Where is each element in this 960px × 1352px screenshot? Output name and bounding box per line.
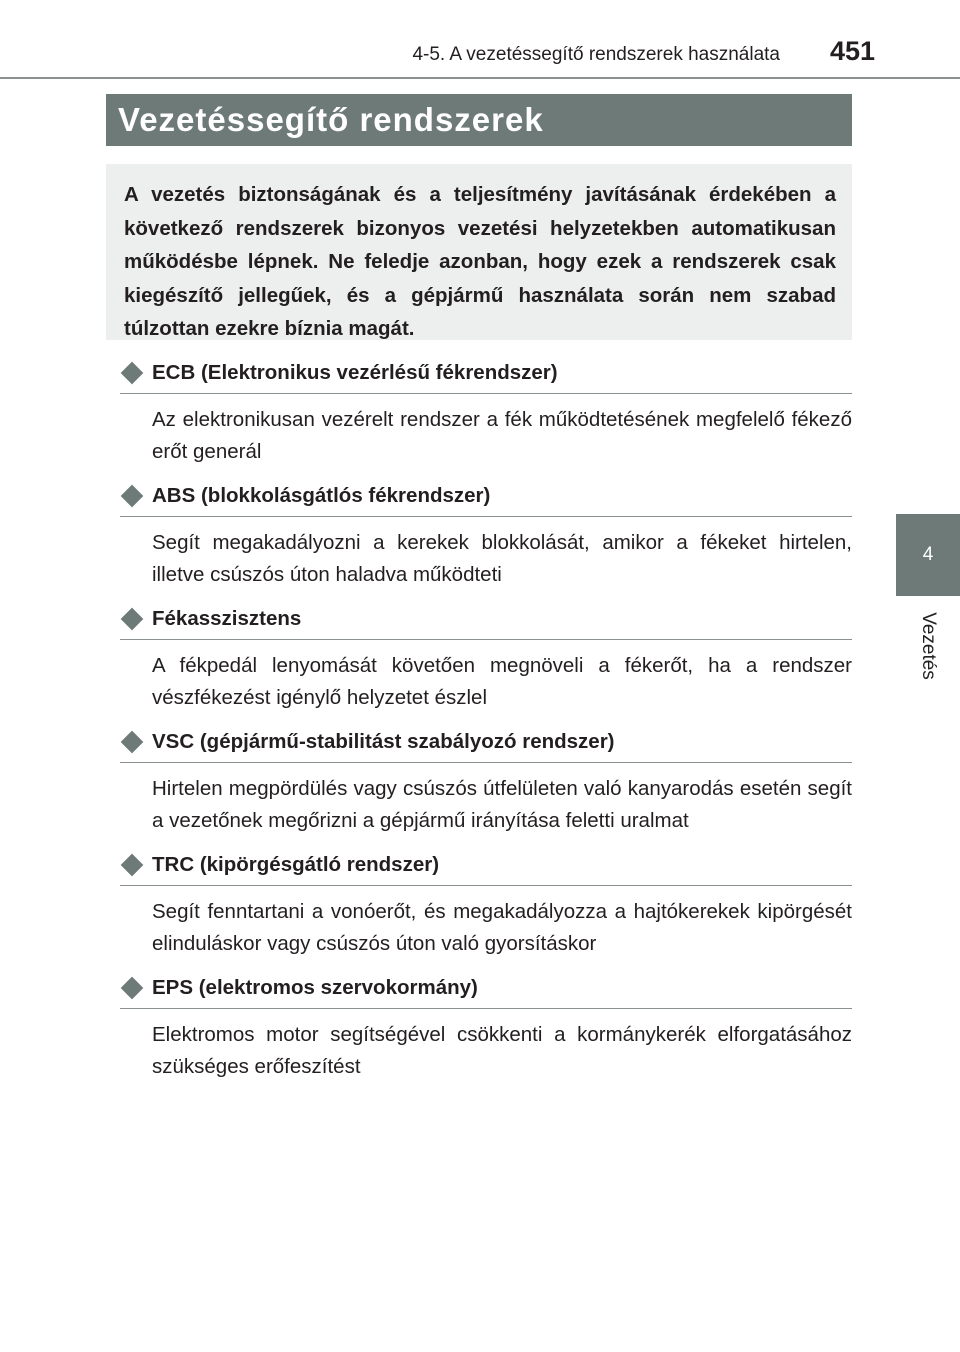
diamond-bullet-icon <box>121 977 144 1000</box>
diamond-bullet-icon <box>121 362 144 385</box>
item-description: A fékpedál lenyomását követően megnöveli a fékerőt, ha a rendszer vészfékezést igénylő helyzetet észlel <box>152 654 852 709</box>
page-number: 451 <box>830 36 876 66</box>
header-divider <box>0 77 960 79</box>
list-item <box>120 852 852 959</box>
item-description: Elektromos motor segítségével csökkenti a kormánykerék elforgatásához szükséges erőfeszítést <box>152 1023 852 1078</box>
item-heading-row <box>120 729 852 763</box>
chapter-tab <box>896 514 960 596</box>
chapter-number: 4 <box>922 544 934 565</box>
chapter-label: Vezetés <box>918 612 940 680</box>
item-description: Hirtelen megpördülés vagy csúszós útfelületen való kanyarodás esetén segít a vezetőnek megőrizni a gépjármű irányítása feletti uralmat <box>152 777 852 832</box>
intro-text: A vezetés biztonságának és a teljesítmény javításának érdekében a következő rendszerek bizonyos vezetési helyzetekben automatikusan működésbe lépnek. Ne feledje azonban, hogy ezek a rendszerek csak kiegészítő jellegűek, és a gépjármű használata során nem szabad túlzottan ezekre bíznia magát. <box>124 183 836 340</box>
list-item <box>120 483 852 590</box>
item-heading: EPS (elektromos szervokormány) <box>152 976 478 999</box>
diamond-bullet-icon <box>121 608 144 631</box>
item-description: Az elektronikusan vezérelt rendszer a fék működtetésének megfelelő fékező erőt generál <box>152 408 852 463</box>
diamond-bullet-icon <box>121 485 144 508</box>
list-item <box>120 729 852 836</box>
item-heading-row <box>120 852 852 886</box>
item-heading: ECB (Elektronikus vezérlésű fékrendszer) <box>152 361 558 384</box>
diamond-bullet-icon <box>121 854 144 877</box>
list-item <box>120 975 852 1082</box>
item-heading-row <box>120 360 852 394</box>
section-title: 4-5. A vezetéssegítő rendszerek használata <box>412 44 780 65</box>
system-list <box>120 360 852 1098</box>
list-item <box>120 606 852 713</box>
item-heading: ABS (blokkolásgátlós fékrendszer) <box>152 484 491 507</box>
chapter-label-container <box>896 596 960 696</box>
item-heading: VSC (gépjármű-stabilitást szabályozó rendszer) <box>152 730 615 753</box>
item-heading-row <box>120 975 852 1009</box>
item-description: Segít megakadályozni a kerekek blokkolását, amikor a fékeket hirtelen, illetve csúszós úton haladva működteti <box>152 531 852 586</box>
page-title: Vezetéssegítő rendszerek <box>106 94 852 146</box>
page-header <box>0 0 960 80</box>
item-heading-row <box>120 483 852 517</box>
intro-box <box>106 164 852 340</box>
item-heading-row <box>120 606 852 640</box>
diamond-bullet-icon <box>121 731 144 754</box>
item-description: Segít fenntartani a vonóerőt, és megakadályozza a hajtókerekek kipörgését elinduláskor vagy csúszós úton való gyorsításkor <box>152 900 852 955</box>
item-heading: TRC (kipörgésgátló rendszer) <box>152 853 440 876</box>
list-item <box>120 360 852 467</box>
item-heading: Fékasszisztens <box>152 607 302 630</box>
